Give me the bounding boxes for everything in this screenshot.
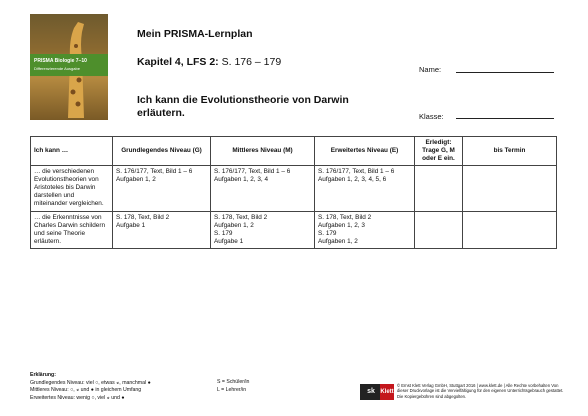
table-row — [31, 212, 557, 249]
chapter-line — [137, 56, 281, 68]
cell-line: miteinander vergleichen. — [34, 200, 104, 207]
advanced-level-cell — [315, 212, 415, 249]
cell-line: Aufgabe 1 — [214, 238, 244, 245]
medium-level-cell — [211, 212, 315, 249]
can-cell — [31, 166, 113, 212]
header-medium-level: Mittleres Niveau (M) — [211, 137, 315, 166]
cell-line: Aristoteles bis Darwin — [34, 184, 96, 191]
done-cell[interactable] — [415, 166, 463, 212]
cell-line: Aufgaben 1, 2, 3 — [318, 222, 365, 229]
cell-line: S. 178, Text, Bild 2 — [214, 214, 268, 221]
cell-line: Aufgaben 1, 2, 3, 4, 5, 6 — [318, 176, 387, 183]
legend-heading: Erklärung: — [30, 372, 56, 378]
done-cell[interactable] — [415, 212, 463, 249]
cell-line: Evolutionstheorien von — [34, 176, 99, 183]
cell-line: S. 179 — [318, 230, 337, 237]
medium-level-cell — [211, 166, 315, 212]
cell-line: … die Erkenntnisse von — [34, 214, 102, 221]
name-label: Name: — [419, 65, 442, 74]
klett-logo: Klett — [380, 384, 394, 400]
can-cell — [31, 212, 113, 249]
header-deadline: bis Termin — [463, 137, 557, 166]
header-advanced-level: Erweitertes Niveau (E) — [315, 137, 415, 166]
cell-line: erläutern. — [34, 238, 61, 245]
header-done — [415, 137, 463, 166]
name-field[interactable] — [456, 72, 554, 73]
cover-subtitle: Differenzierende Ausgabe — [34, 66, 80, 71]
advanced-level-cell — [315, 166, 415, 212]
chapter-label: Kapitel 4, LFS 2: — [137, 56, 219, 68]
header-basic-level: Grundlegendes Niveau (G) — [113, 137, 211, 166]
cell-line: darstellen und — [34, 192, 75, 199]
table-header-row — [31, 137, 557, 166]
cell-line: Charles Darwin schildern — [34, 222, 106, 229]
cell-line: S. 176/177, Text, Bild 1 – 6 — [214, 168, 291, 175]
cell-line: Aufgabe 1 — [116, 222, 146, 229]
publisher-logo: sk — [360, 384, 382, 400]
cell-line: und seine Theorie — [34, 230, 86, 237]
deadline-cell[interactable] — [463, 212, 557, 249]
cell-line: Aufgaben 1, 2, 3, 4 — [214, 176, 269, 183]
cell-line: Aufgaben 1, 2 — [318, 238, 358, 245]
book-cover-image — [30, 14, 108, 120]
cell-line: S. 179 — [214, 230, 233, 237]
copyright-notice: © Ernst Klett Verlag GmbH, Stuttgart 2016 | www.klett.de | Alle Rechte vorbehalten Von dieser Druckvorlage ist die Vervielfältigung für den eigenen Unterrichtsgebrauch gestattet. Die Kopiergebühren sind abgegolten. — [397, 383, 564, 399]
class-field[interactable] — [456, 118, 554, 119]
header-can: Ich kann … — [31, 137, 113, 166]
plan-title: Mein PRISMA-Lernplan — [137, 28, 253, 40]
cell-line: Aufgaben 1, 2 — [214, 222, 254, 229]
learning-goal: Ich kann die Evolutionstheorie von Darwin erläutern. — [137, 94, 349, 119]
chapter-pages: S. 176 – 179 — [218, 56, 282, 68]
legend-line: Erweitertes Niveau: wenig ○, viel ◒ und ● — [30, 394, 125, 401]
abbreviations — [217, 379, 249, 394]
abbreviation-teacher: L = Lehrer/in — [217, 386, 247, 393]
cover-title: PRISMA Biologie 7–10 — [34, 58, 87, 64]
basic-level-cell — [113, 166, 211, 212]
header-done-line: Erledigt: — [425, 139, 452, 146]
basic-level-cell — [113, 212, 211, 249]
cell-line: … die verschiedenen — [34, 168, 95, 175]
cell-line: S. 176/177, Text, Bild 1 – 6 — [318, 168, 395, 175]
learning-plan-table — [30, 136, 557, 249]
cell-line: S. 178, Text, Bild 2 — [318, 214, 372, 221]
legend-line: Grundlegendes Niveau: viel ○, etwas ◒, manchmal ● — [30, 379, 151, 386]
cell-line: S. 178, Text, Bild 2 — [116, 214, 170, 221]
header-done-line: Trage G, M — [422, 147, 455, 154]
deadline-cell[interactable] — [463, 166, 557, 212]
class-label: Klasse: — [419, 112, 444, 121]
table-row — [31, 166, 557, 212]
cell-line: S. 176/177, Text, Bild 1 – 6 — [116, 168, 193, 175]
cell-line: Aufgaben 1, 2 — [116, 176, 156, 183]
abbreviation-student: S = Schüler/in — [217, 379, 250, 385]
header-done-line: oder E ein. — [422, 155, 455, 162]
legend — [30, 372, 151, 402]
legend-line: Mittleres Niveau: ○, ◒ und ● in gleichem Umfang — [30, 387, 142, 393]
